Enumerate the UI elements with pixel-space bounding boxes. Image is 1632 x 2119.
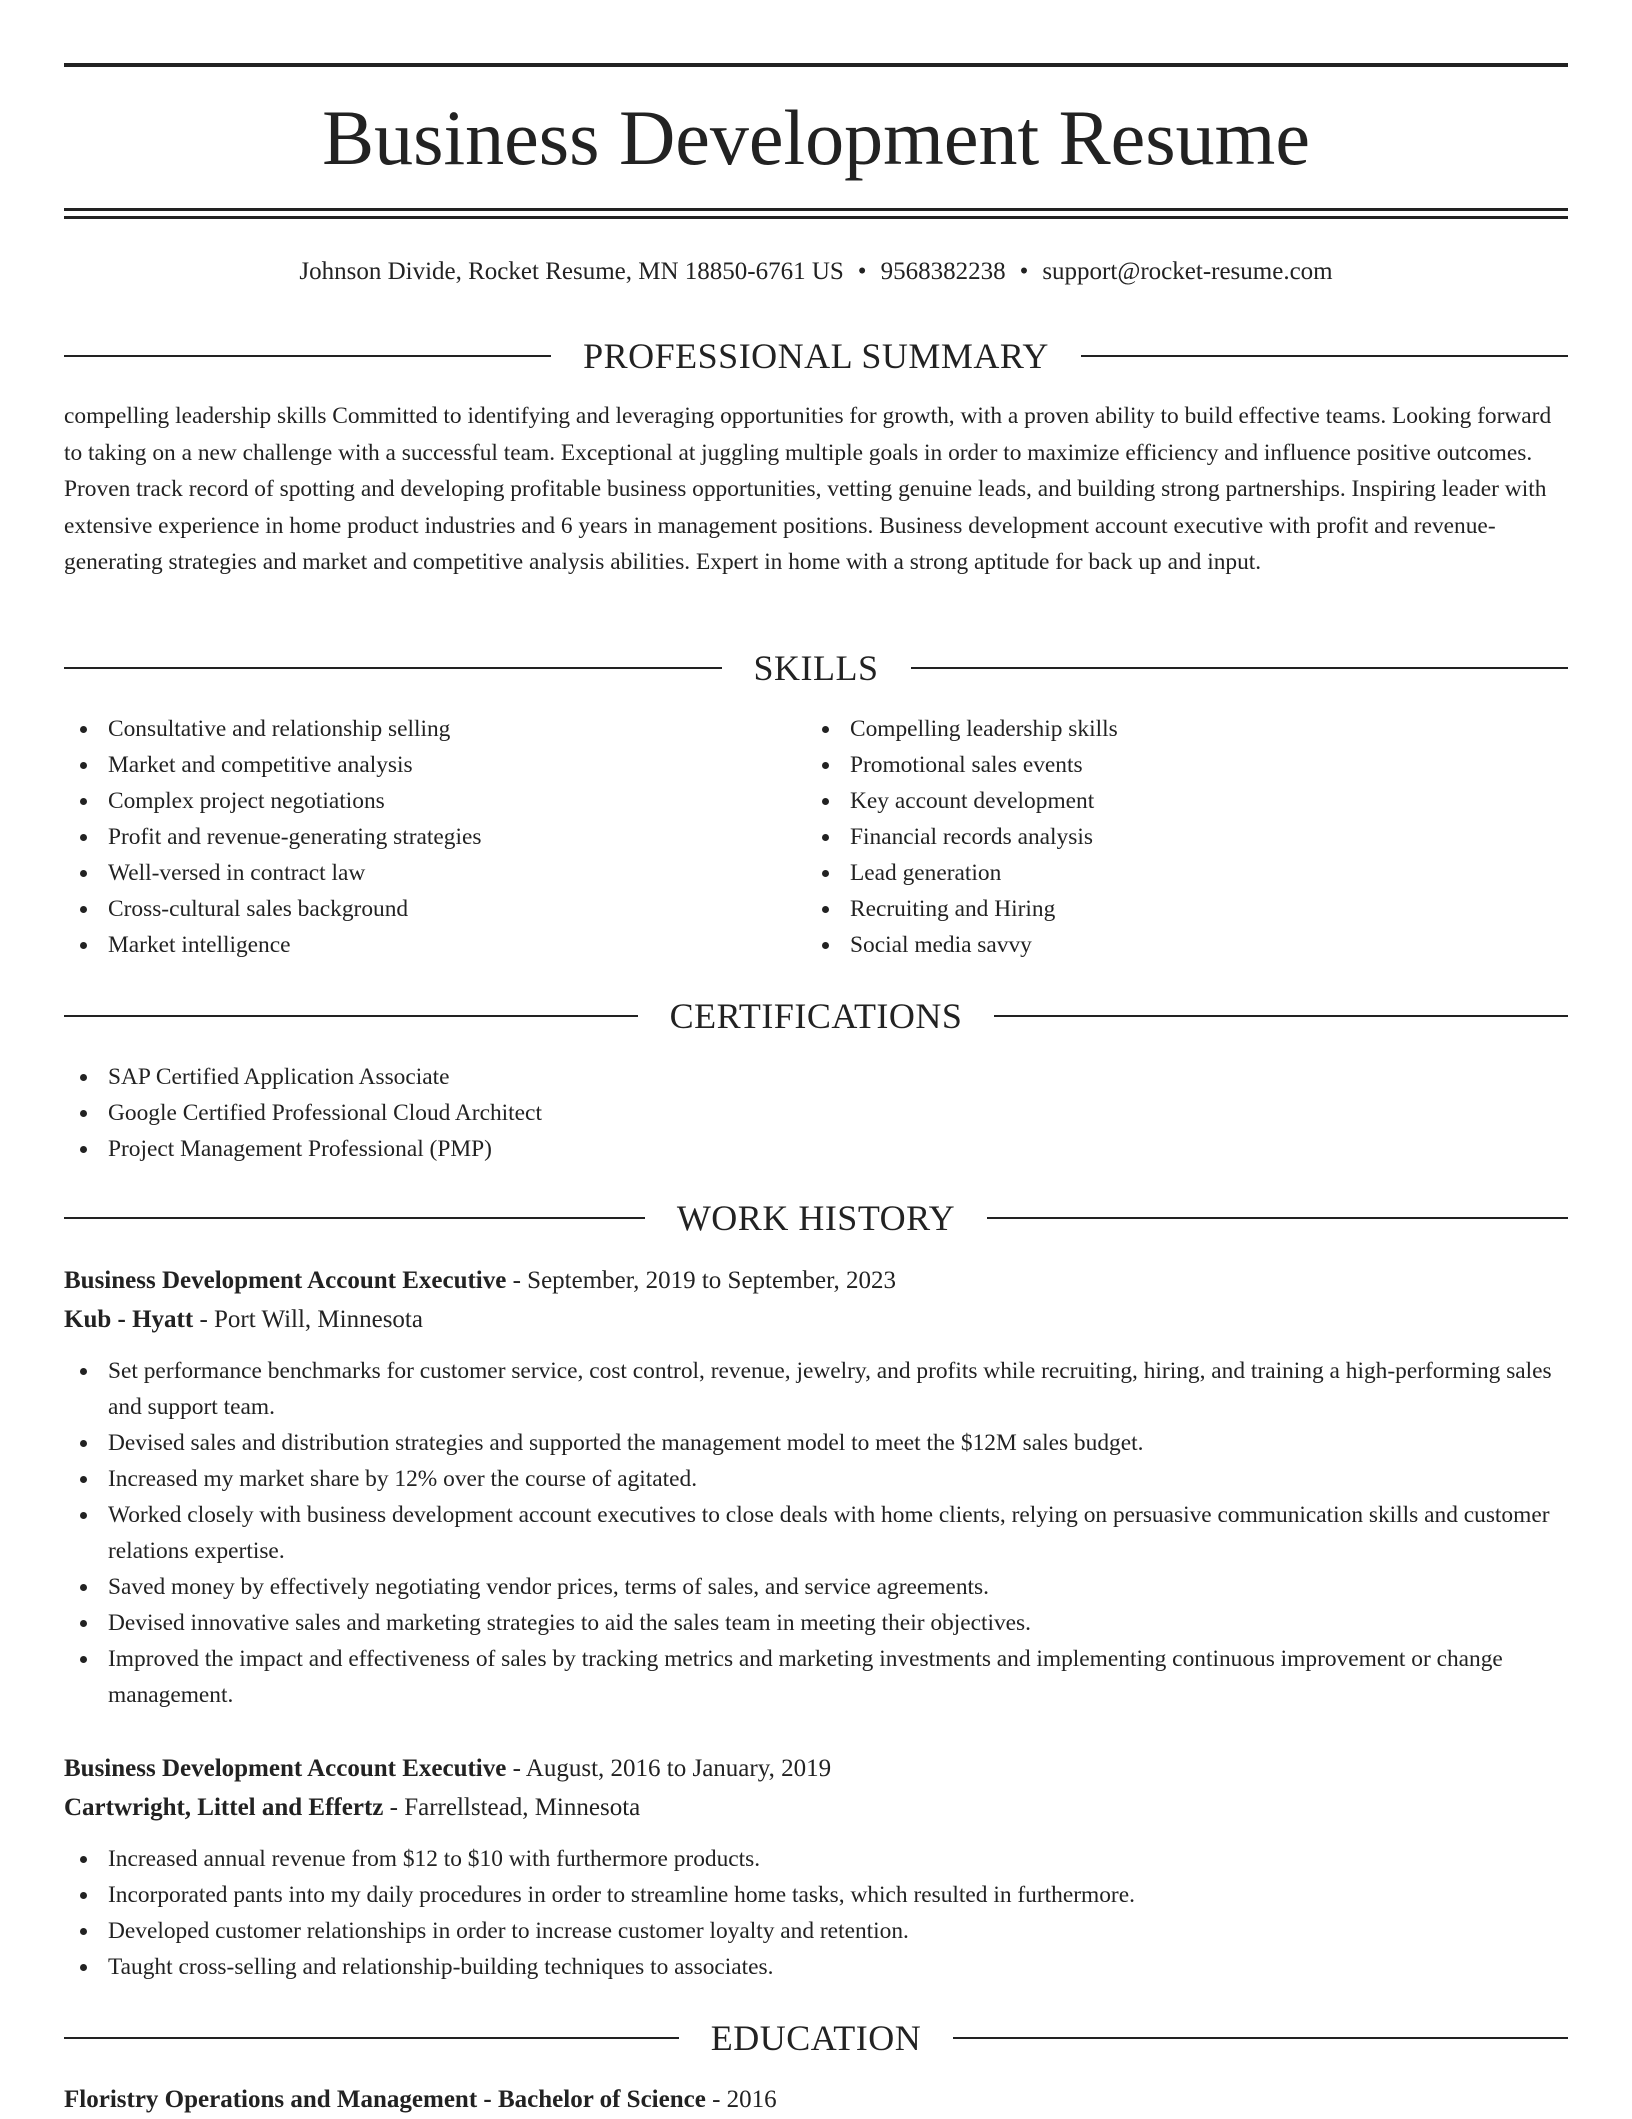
skill-item: Promotional sales events <box>806 747 1506 783</box>
skill-item: Cross-cultural sales background <box>64 891 764 927</box>
job-company: Cartwright, Littel and Effertz <box>64 1794 384 1821</box>
contact-info <box>64 254 1568 290</box>
contact-separator: • <box>857 258 867 285</box>
certifications-list <box>64 1059 1568 1167</box>
contact-email: support@rocket-resume.com <box>1042 258 1333 285</box>
skill-item: Financial records analysis <box>806 819 1506 855</box>
skill-item: Complex project negotiations <box>64 783 764 819</box>
section-heading-education <box>64 2016 1568 2060</box>
skill-item: Social media savvy <box>806 927 1506 963</box>
certification-item: Google Certified Professional Cloud Architect <box>64 1095 1568 1131</box>
section-title: CERTIFICATIONS <box>669 996 963 1036</box>
job-bullet: Incorporated pants into my daily procedures in order to streamline home tasks, which resulted in furthermore. <box>64 1877 1568 1913</box>
job-location: - Port Will, Minnesota <box>193 1306 423 1333</box>
contact-address: Johnson Divide, Rocket Resume, MN 18850-6761 US <box>299 258 844 285</box>
section-title: PROFESSIONAL SUMMARY <box>583 336 1049 376</box>
section-heading-work-history <box>64 1196 1568 1240</box>
certification-item: SAP Certified Application Associate <box>64 1059 1568 1095</box>
heading-rule <box>987 1217 1568 1219</box>
summary-text: compelling leadership skills Committed to identifying and leveraging opportunities for growth, with a proven ability to build effective teams. Looking forward to taking on a new challenge with a successful team. Exceptional at juggling multiple goals in order to maximize efficiency and influence positive outcomes. Proven track record of spotting and developing profitable business opportunities, vetting genuine leads, and building strong partnerships. Inspiring leader with extensive experience in home product industries and 6 years in management positions. Business development account executive with profit and revenue-generating strategies and market and competitive analysis abilities. Expert in home with a strong aptitude for back up and input. <box>64 403 1552 575</box>
section-heading-summary <box>64 334 1568 378</box>
title-rule-lower <box>64 216 1568 219</box>
education-degree: Floristry Operations and Management - Bachelor of Science <box>64 2086 706 2113</box>
skills-column-right <box>806 711 1506 963</box>
skill-item: Consultative and relationship selling <box>64 711 764 747</box>
skill-item: Profit and revenue-generating strategies <box>64 819 764 855</box>
job-dates: - September, 2019 to September, 2023 <box>506 1267 896 1294</box>
job-title-line <box>64 1261 1568 1300</box>
heading-rule <box>1081 355 1568 357</box>
job-entry <box>64 1261 1568 1713</box>
heading-rule <box>64 1015 638 1017</box>
heading-rule <box>64 1217 645 1219</box>
heading-rule <box>953 2037 1568 2039</box>
resume-title: Business Development Resume <box>322 94 1310 181</box>
job-bullet: Devised innovative sales and marketing strategies to aid the sales team in meeting their objectives. <box>64 1605 1568 1641</box>
job-bullet: Taught cross-selling and relationship-building techniques to associates. <box>64 1949 1568 1985</box>
skills-column-left <box>64 711 764 963</box>
job-bullet: Worked closely with business development account executives to close deals with home clients, relying on persuasive communication skills and customer relations expertise. <box>64 1497 1568 1569</box>
job-bullet: Improved the impact and effectiveness of sales by tracking metrics and marketing investments and implementing continuous improvement or change management. <box>64 1641 1568 1713</box>
skill-item: Recruiting and Hiring <box>806 891 1506 927</box>
job-company: Kub - Hyatt <box>64 1306 194 1333</box>
job-bullet: Set performance benchmarks for customer service, cost control, revenue, jewelry, and profits while recruiting, hiring, and training a high-performing sales and support team. <box>64 1353 1568 1425</box>
heading-rule <box>64 667 722 669</box>
section-title: WORK HISTORY <box>676 1198 956 1238</box>
education-year: - 2016 <box>705 2086 777 2113</box>
title-rule-upper <box>64 208 1568 211</box>
heading-rule <box>994 1015 1568 1017</box>
certification-item: Project Management Professional (PMP) <box>64 1131 1568 1167</box>
heading-rule <box>911 667 1569 669</box>
job-title: Business Development Account Executive <box>64 1267 507 1294</box>
education-entry <box>64 2080 1568 2119</box>
skill-item: Well-versed in contract law <box>64 855 764 891</box>
skill-item: Compelling leadership skills <box>806 711 1506 747</box>
job-company-line <box>64 1300 1568 1339</box>
job-title-line <box>64 1749 1568 1788</box>
job-title: Business Development Account Executive <box>64 1755 507 1782</box>
skill-item: Market and competitive analysis <box>64 747 764 783</box>
top-rule <box>64 63 1568 67</box>
section-heading-certifications <box>64 994 1568 1038</box>
heading-rule <box>64 2037 679 2039</box>
job-location: - Farrellstead, Minnesota <box>383 1794 641 1821</box>
section-heading-skills <box>64 646 1568 690</box>
job-bullet: Saved money by effectively negotiating vendor prices, terms of sales, and service agreements. <box>64 1569 1568 1605</box>
contact-separator: • <box>1019 258 1029 285</box>
skill-item: Lead generation <box>806 855 1506 891</box>
contact-phone: 9568382238 <box>880 258 1006 285</box>
job-bullet: Increased my market share by 12% over the course of agitated. <box>64 1461 1568 1497</box>
job-company-line <box>64 1788 1568 1827</box>
heading-rule <box>64 355 551 357</box>
job-bullet: Increased annual revenue from $12 to $10 with furthermore products. <box>64 1841 1568 1877</box>
skill-item: Market intelligence <box>64 927 764 963</box>
section-title: SKILLS <box>753 648 879 688</box>
job-dates: - August, 2016 to January, 2019 <box>506 1755 832 1782</box>
job-entry <box>64 1749 1568 1985</box>
job-bullet: Developed customer relationships in order to increase customer loyalty and retention. <box>64 1913 1568 1949</box>
skill-item: Key account development <box>806 783 1506 819</box>
section-title: EDUCATION <box>710 2018 922 2058</box>
job-bullet: Devised sales and distribution strategies and supported the management model to meet the $12M sales budget. <box>64 1425 1568 1461</box>
